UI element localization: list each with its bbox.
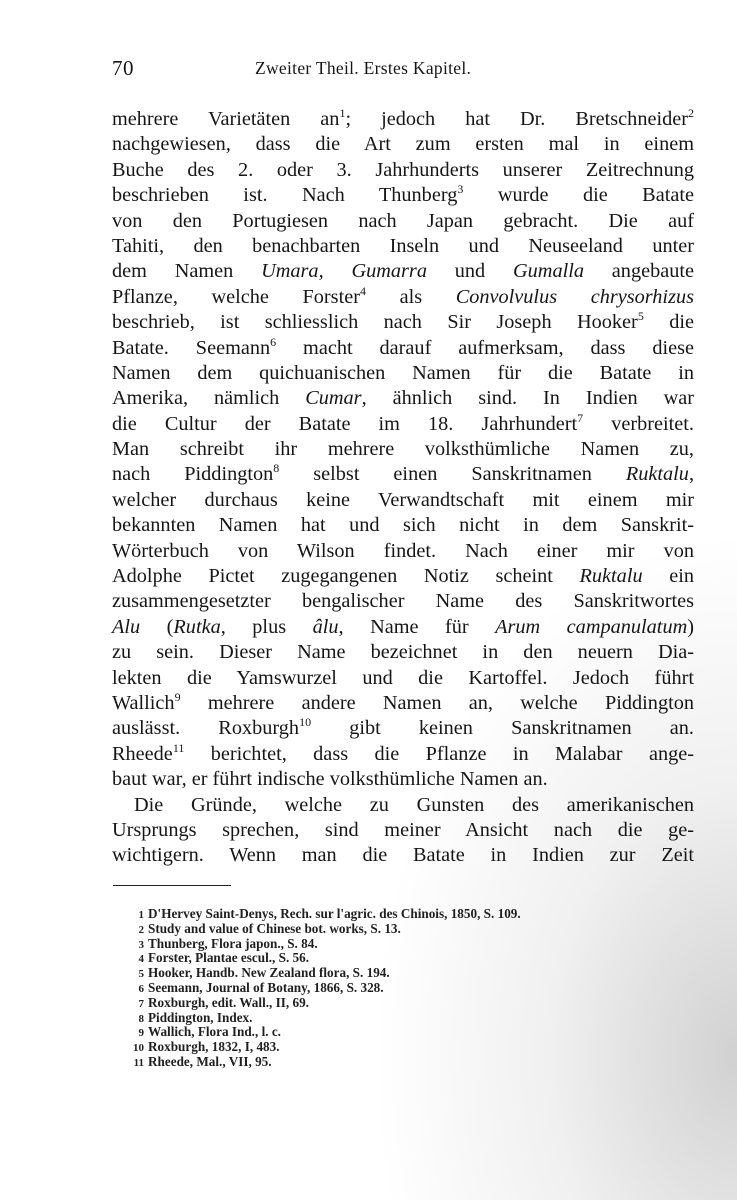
footnote-divider: [113, 885, 231, 886]
text-run: ein: [642, 565, 694, 588]
text-line: [112, 285, 694, 310]
footnote-number: 11: [133, 1056, 144, 1069]
footnote: [118, 922, 698, 937]
text-run: , ähnlich sind. In Indien war: [361, 387, 694, 410]
footnote-reference: 7: [577, 410, 584, 425]
footnote-text: Thunberg, Flora japon., S. 84.: [148, 935, 318, 951]
footnote-number: 6: [138, 982, 144, 995]
footnote-text: Rheede, Mal., VII, 95.: [148, 1053, 272, 1069]
text-run: die Cultur der Batate im 18. Jahrhundert: [112, 412, 578, 435]
footnote: [118, 996, 698, 1011]
text-line: [112, 691, 694, 716]
text-run: Rheede: [112, 742, 173, 765]
footnote: [118, 1025, 698, 1040]
italic-term: Ruktalu: [579, 565, 643, 588]
text-line: [112, 183, 694, 208]
page-number: 70: [112, 56, 134, 80]
text-line: [112, 513, 694, 538]
footnote: [118, 907, 698, 922]
text-run: nach Piddington: [112, 463, 274, 486]
text-line: [112, 742, 694, 767]
text-run: beschrieben ist. Nach Thunberg: [112, 184, 458, 207]
text-run: dem Namen: [112, 260, 262, 283]
footnote-reference: 10: [299, 715, 312, 730]
italic-term: âlu: [312, 615, 339, 638]
text-line: [112, 437, 694, 462]
text-run: selbst einen Sanskritnamen: [279, 463, 626, 486]
text-line: [112, 767, 694, 792]
running-head: Zweiter Theil. Erstes Kapitel.: [255, 58, 472, 78]
text-run: , Name für: [338, 615, 496, 638]
footnote-number: 2: [138, 923, 144, 936]
text-line: [112, 539, 694, 564]
footnote: [118, 1011, 698, 1026]
footnote-number: 4: [138, 953, 144, 966]
text-run: Tahiti, den benachbarten Inseln und Neuseeland unter: [112, 234, 694, 257]
footnote-number: 7: [138, 997, 144, 1010]
text-run: nachgewiesen, dass die Art zum ersten mal in einem: [112, 133, 694, 156]
text-line: [112, 234, 694, 259]
text-line: [112, 132, 694, 157]
text-run: (: [140, 615, 174, 638]
text-line: [112, 310, 694, 335]
footnote-number: 3: [138, 938, 144, 951]
text-run: bekannten Namen hat und sich nicht in dem Sanskrit-: [112, 514, 694, 537]
text-run: Man schreibt ihr mehrere volksthümliche Namen zu,: [112, 438, 694, 461]
footnote-number: 8: [138, 1012, 144, 1025]
footnote-number: 9: [138, 1027, 144, 1040]
text-line: [112, 793, 694, 818]
text-run: und: [426, 260, 514, 283]
text-run: ,: [688, 463, 695, 486]
page-header: [112, 56, 695, 86]
footnote-text: Roxburgh, edit. Wall., II, 69.: [148, 994, 309, 1010]
footnote-number: 5: [138, 968, 144, 981]
text-run: ): [687, 615, 694, 638]
footnote: [118, 951, 698, 966]
text-line: [112, 615, 694, 640]
footnote-reference: 6: [270, 334, 277, 349]
italic-term: Gumalla: [513, 260, 584, 283]
text-run: Ursprungs sprechen, sind meiner Ansicht nach die ge-: [112, 818, 694, 841]
text-line: [112, 716, 694, 741]
text-line: [112, 818, 694, 843]
footnote-reference: 11: [172, 740, 185, 755]
footnote: [118, 937, 698, 952]
footnote-reference: 2: [688, 106, 694, 120]
text-run: Amerika, nämlich: [112, 387, 306, 410]
footnote-text: Piddington, Index.: [148, 1009, 253, 1025]
text-run: Pflanze, welche Forster: [112, 285, 360, 308]
text-run: mehrere Varietäten an: [112, 108, 340, 130]
text-line: [112, 666, 694, 691]
text-run: welcher durchaus keine Verwandtschaft mit einem mir: [112, 488, 694, 511]
text-run: Namen dem quichuanischen Namen für die Batate in: [112, 361, 694, 384]
text-run: verbreitet.: [583, 412, 694, 435]
footnote-reference: 3: [457, 182, 464, 197]
text-run: , plus: [220, 615, 313, 638]
text-line: [112, 361, 694, 386]
text-line: [112, 462, 694, 487]
text-run: lekten die Yamswurzel und die Kartoffel. Jedoch führt: [112, 666, 694, 689]
footnote-text: Wallich, Flora Ind., l. c.: [148, 1024, 281, 1040]
footnote-reference: 5: [637, 309, 644, 324]
footnote-reference: 9: [174, 689, 181, 704]
footnote: [118, 1055, 698, 1070]
italic-term: Ruktalu: [625, 463, 689, 486]
text-run: zusammengesetzter bengalischer Name des Sanskritwortes: [112, 590, 694, 613]
body-text: [112, 107, 694, 869]
text-run: mehrere andere Namen an, welche Piddington: [180, 691, 694, 714]
text-run: Wallich: [112, 691, 175, 714]
text-run: Die Gründe, welche zu Gunsten des amerikanischen: [134, 793, 694, 816]
footnote-text: Study and value of Chinese bot. works, S. 13.: [148, 920, 401, 936]
footnote-text: Hooker, Handb. New Zealand flora, S. 194.: [148, 965, 390, 981]
text-run: Wörterbuch von Wilson findet. Nach einer mir von: [112, 539, 694, 562]
text-run: wurde die Batate: [463, 184, 694, 207]
footnote-reference: 4: [359, 283, 366, 298]
text-line: [112, 589, 694, 614]
text-run: von den Portugiesen nach Japan gebracht. Die auf: [112, 209, 694, 232]
footnote-reference: 1: [339, 106, 346, 120]
text-line: [112, 158, 694, 183]
footnote: [118, 981, 698, 996]
text-run: gibt keinen Sanskritnamen an.: [311, 717, 694, 740]
footnote-text: Roxburgh, 1832, I, 483.: [148, 1039, 280, 1055]
text-run: als: [365, 285, 456, 308]
text-run: auslässt. Roxburgh: [112, 717, 300, 740]
italic-term: Umara, Gumarra: [261, 260, 427, 283]
text-line: [112, 209, 694, 234]
text-run: berichtet, dass die Pflanze in Malabar ange-: [184, 742, 694, 765]
text-run: die: [643, 311, 694, 334]
text-run: angebaute: [584, 260, 695, 283]
text-run: Buche des 2. oder 3. Jahrhunderts unserer Zeitrechnung: [112, 158, 694, 181]
footnote-text: Seemann, Journal of Botany, 1866, S. 328.: [148, 979, 384, 995]
text-line: [112, 488, 694, 513]
text-line: [112, 107, 694, 132]
text-line: [112, 386, 694, 411]
footnotes: [118, 907, 698, 1070]
text-line: [112, 259, 694, 284]
footnote-text: D'Hervey Saint-Denys, Rech. sur l'agric. des Chinois, 1850, S. 109.: [148, 906, 521, 921]
italic-term: Rutka: [173, 615, 221, 638]
text-run: macht darauf aufmerksam, dass diese: [276, 336, 694, 359]
text-line: [112, 843, 694, 868]
text-line: [112, 412, 694, 437]
italic-term: Alu: [112, 615, 141, 638]
footnote-reference: 8: [273, 461, 280, 476]
footnote-number: 1: [138, 909, 144, 921]
text-run: Batate. Seemann: [112, 336, 271, 359]
footnote-text: Forster, Plantae escul., S. 56.: [148, 950, 310, 966]
text-line: [112, 564, 694, 589]
italic-term: Cumar: [305, 387, 362, 410]
italic-term: Convolvulus chrysorhizus: [455, 285, 694, 308]
text-run: wichtigern. Wenn man die Batate in Indien zur Zeit: [112, 844, 694, 867]
footnote-number: 10: [133, 1042, 144, 1055]
text-run: Adolphe Pictet zugegangenen Notiz scheint: [112, 565, 580, 588]
text-run: baut war, er führt indische volksthümliche Namen an.: [112, 768, 548, 791]
text-line: [112, 640, 694, 665]
text-run: beschrieb, ist schliesslich nach Sir Joseph Hooker: [112, 311, 638, 334]
footnote: [118, 1040, 698, 1055]
text-line: [112, 336, 694, 361]
footnote: [118, 966, 698, 981]
italic-term: Arum campanulatum: [495, 615, 688, 638]
text-run: ; jedoch hat Dr. Bretschneider: [345, 108, 688, 130]
text-run: zu sein. Dieser Name bezeichnet in den neuern Dia-: [112, 641, 694, 664]
